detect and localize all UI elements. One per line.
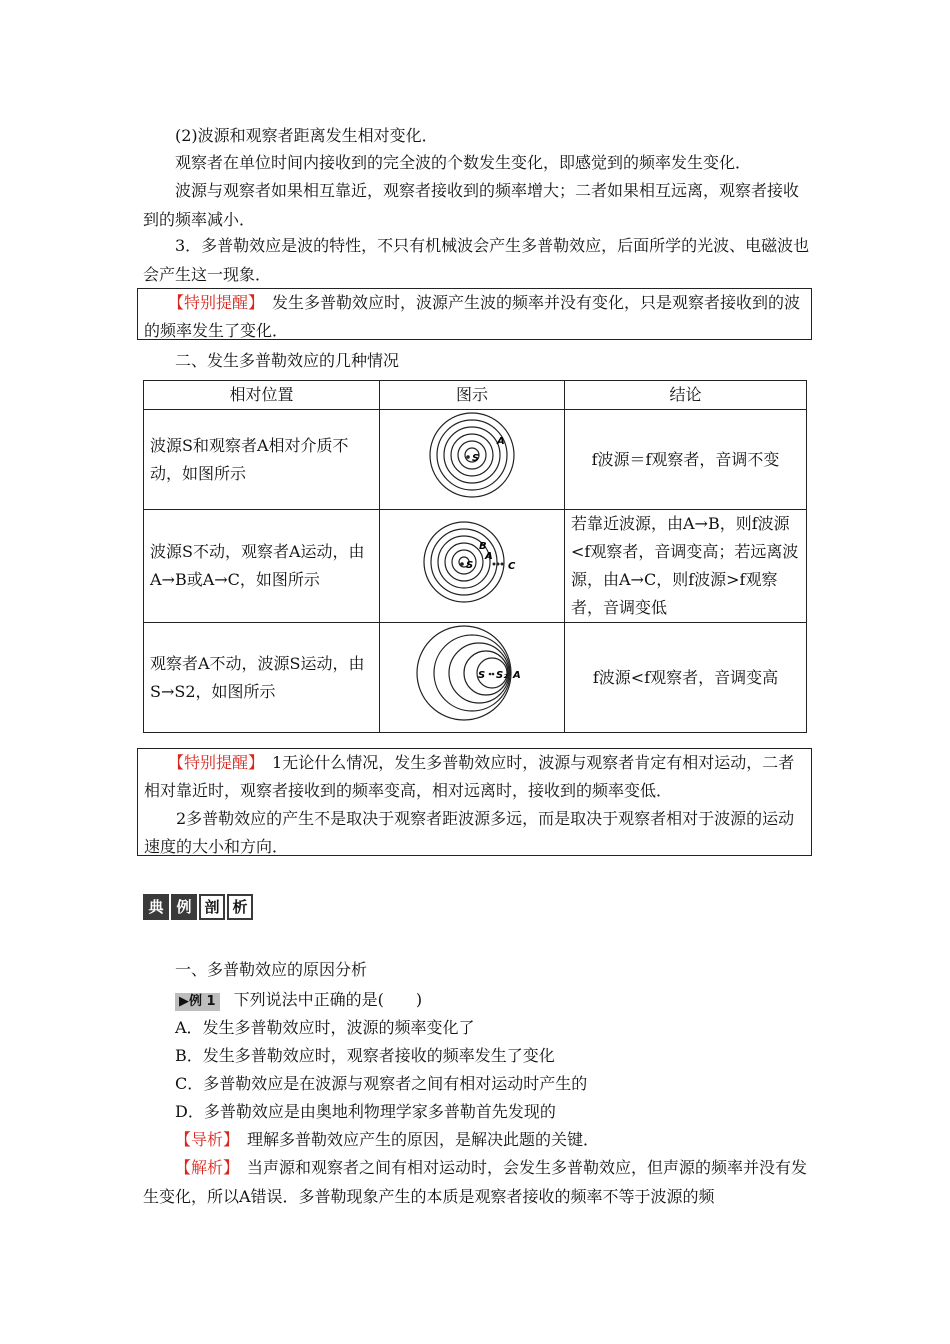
moving-source-figure (412, 623, 532, 723)
row1-position: 波源S和观察者A相对介质不动，如图所示 (144, 410, 380, 510)
header-figure: 图示 (380, 381, 565, 410)
moving-observer-figure (422, 517, 522, 607)
tip-box-2 (137, 748, 812, 856)
analysis-text: 当声源和观察者之间有相对运动时，会发生多普勒效应，但声源的频率并没有发生变化，所以A错误．多普勒现象产生的本质是观察者接收的频率不等于波源的频 (143, 1158, 808, 1206)
tip-box-1 (137, 288, 812, 340)
guide-label: 【导析】 (175, 1130, 232, 1149)
example-stem (175, 985, 811, 1014)
doppler-cases-table (143, 380, 807, 733)
banner-char: 析 (227, 894, 253, 920)
banner-char: 典 (143, 894, 169, 920)
label-c: C (508, 560, 516, 572)
paragraph-1: (2)波源和观察者距离发生相对变化． (175, 126, 438, 145)
label-s: S (478, 670, 486, 681)
row2-position: 波源S不动，观察者A运动，由A→B或A→C，如图所示 (144, 510, 380, 623)
label-s2: S₂ (496, 670, 508, 681)
tip-line-2: 2多普勒效应的产生不是取决于观察者距波源多远，而是取决于观察者相对于波源的运动速度的大小和方向． (144, 809, 795, 856)
section-banner (143, 894, 255, 920)
option-c: C．多普勒效应是在波源与观察者之间有相对运动时产生的 (175, 1074, 588, 1093)
row2-conclusion: 若靠近波源，由A→B，则f波源<f观察者，音调变高；若远离波源，由A→C，则f波源>f观察者，音调变低 (565, 510, 807, 623)
row1-conclusion: f波源＝f观察者，音调不变 (565, 410, 807, 510)
row1-figure (380, 410, 565, 510)
header-position: 相对位置 (144, 381, 380, 410)
concentric-waves-figure (427, 410, 517, 500)
label-b: B (479, 540, 487, 552)
row2-figure (380, 510, 565, 623)
analysis-label: 【解析】 (175, 1158, 232, 1177)
example-stem-text: 下列说法中正确的是( ) (233, 990, 423, 1009)
guide-text: 理解多普勒效应产生的原因，是解决此题的关键． (247, 1130, 600, 1149)
banner-char: 例 (171, 894, 197, 920)
tip-text: 发生多普勒效应时，波源产生波的频率并没有变化，只是观察者接收到的波的频率发生了变化． (144, 293, 801, 340)
paragraph-2: 观察者在单位时间内接收到的完全波的个数发生变化，即感觉到的频率发生变化． (175, 153, 752, 172)
option-d: D．多普勒效应是由奥地利物理学家多普勒首先发现的 (175, 1102, 556, 1121)
option-a: A．发生多普勒效应时，波源的频率变化了 (175, 1018, 475, 1037)
label-a: A (497, 436, 505, 447)
tip-label: 【特别提醒】 (168, 293, 257, 312)
row3-position: 观察者A不动，波源S运动，由S→S2，如图所示 (144, 623, 380, 733)
paragraph-4: 3．多普勒效应是波的特性，不只有机械波会产生多普勒效应，后面所学的光波、电磁波也会产生这一现象． (143, 236, 810, 284)
tip-label: 【特别提醒】 (168, 753, 257, 772)
guide (143, 1125, 811, 1154)
label-s: S (472, 453, 480, 464)
label-s: S (466, 559, 474, 571)
paragraph-3: 波源与观察者如果相互靠近，观察者接收到的频率增大；二者如果相互远离，观察者接收到的频率减小． (143, 181, 800, 229)
label-a: A (513, 670, 521, 681)
example-tag: ▶例 1 (175, 993, 220, 1011)
tip-line-1: 1无论什么情况，发生多普勒效应时，波源与观察者肯定有相对运动，二者相对靠近时，观察者接收到的频率变高，相对远离时，接收到的频率变低． (144, 753, 795, 800)
section-title: 二、发生多普勒效应的几种情况 (175, 351, 400, 370)
subsection-title: 一、多普勒效应的原因分析 (175, 960, 368, 979)
label-a: A (485, 550, 493, 562)
banner-char: 剖 (199, 894, 225, 920)
option-b: B．发生多普勒效应时，观察者接收的频率发生了变化 (175, 1046, 555, 1065)
header-conclusion: 结论 (565, 381, 807, 410)
row3-figure (380, 623, 565, 733)
analysis (143, 1153, 811, 1211)
row3-conclusion: f波源<f观察者，音调变高 (565, 623, 807, 733)
